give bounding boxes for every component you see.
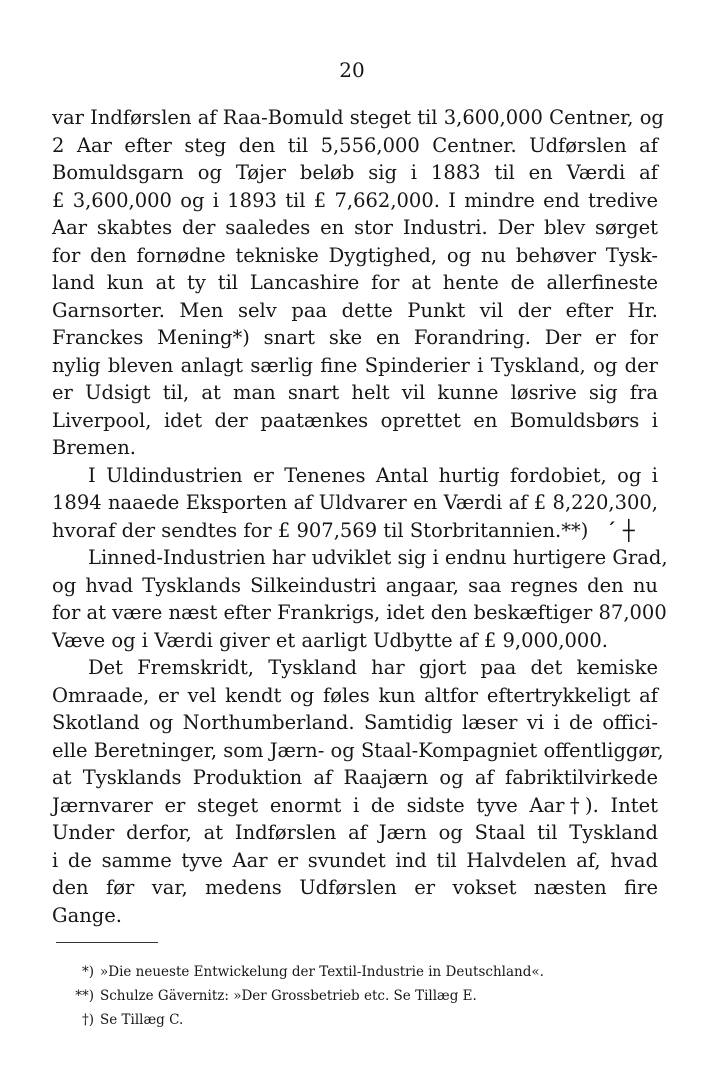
text-line: og hvad Tysklands Silkeindustri angaar, saa regnes den nu: [52, 573, 658, 597]
footnote-text: Se Tillæg C.: [100, 1012, 184, 1028]
text-line-with-annotation: [52, 517, 658, 545]
text-line: Linned-Industrien har udviklet sig i endnu hurtigere Grad,: [88, 546, 668, 569]
text-line: er Udsigt til, at man snart helt vil kunne løsrive sig fra: [52, 381, 658, 404]
text-line: Gange.: [52, 903, 122, 927]
text-line: i de samme tyve Aar er svundet ind til Halvdelen af, hvad: [52, 848, 658, 872]
page-number: 20: [339, 58, 365, 82]
text-line: Under derfor, at Indførslen af Jærn og Staal til Tyskland: [52, 821, 658, 844]
text-line: 1894 naaede Eksporten af Uldvarer en Værdi af £ 8,220,300,: [52, 491, 658, 514]
text-line: hvoraf der sendtes for £ 907,569 til Storbritannien.**): [52, 518, 589, 542]
paragraph: [52, 462, 658, 545]
text-line: Omraade, er vel kendt og føles kun altfor eftertrykkeligt af: [52, 683, 658, 707]
text-line: Det Fremskridt, Tyskland har gjort paa det kemiske: [88, 656, 658, 679]
text-line: land kun at ty til Lancashire for at hente de allerfineste: [52, 271, 658, 294]
footnote: [66, 984, 626, 1008]
text-line: at Tysklands Produktion af Raajærn og af fabriktilvirkede: [52, 766, 658, 789]
footnote-mark: †): [81, 1012, 94, 1028]
text-line: I Uldindustrien er Tenenes Antal hurtig fordobiet, og i: [88, 463, 658, 487]
text-line: elle Beretninger, som Jærn- og Staal-Kompagniet offentliggør,: [52, 738, 664, 762]
text-line: Bremen.: [52, 436, 136, 459]
paragraph: [52, 104, 664, 462]
text-line: Væve og i Værdi giver et aarligt Udbytte af £ 9,000,000.: [52, 628, 608, 652]
footnote-mark: **): [75, 988, 94, 1004]
footnotes: [66, 960, 626, 1032]
footnote-divider: [56, 942, 158, 943]
text-line: Aar skabtes der saaledes en stor Industri. Der blev sørget: [52, 216, 658, 239]
text-line: var Indførslen af Raa-Bomuld steget til 3,600,000 Centner, og: [52, 106, 664, 129]
text-line: 2 Aar efter steg den til 5,556,000 Centner. Udførslen af: [52, 133, 658, 157]
text-line: for den fornødne tekniske Dygtighed, og nu behøver Tysk-: [52, 243, 658, 267]
text-line: Liverpool, idet der paatænkes oprettet en Bomuldsbørs i: [52, 408, 658, 432]
text-line: Skotland og Northumberland. Samtidig læser vi i de offici-: [52, 711, 658, 734]
footnote: [66, 960, 626, 984]
text-line: £ 3,600,000 og i 1893 til £ 7,662,000. I mindre end tredive: [52, 188, 658, 212]
paragraph: [52, 654, 664, 929]
handwritten-cross-mark: ˊ ┼: [606, 518, 635, 542]
paragraph: [52, 544, 668, 654]
text-line: Bomuldsgarn og Tøjer beløb sig i 1883 til en Værdi af: [52, 161, 658, 184]
text-line: Franckes Mening*) snart ske en Forandring. Der er for: [52, 326, 658, 349]
footnote-text: »Die neueste Entwickelung der Textil-Industrie in Deutschland«.: [100, 964, 544, 980]
footnote-mark: *): [81, 964, 94, 980]
text-line: Jærnvarer er steget enormt i de sidste tyve Aar†). Intet: [52, 793, 658, 817]
text-line: Garnsorter. Men selv paa dette Punkt vil der efter Hr.: [52, 298, 658, 322]
text-line: for at være næst efter Frankrigs, idet den beskæftiger 87,000: [52, 601, 667, 624]
text-line: nylig bleven anlagt særlig fine Spinderier i Tyskland, og der: [52, 353, 658, 377]
footnote: [66, 1008, 626, 1032]
text-line: den før var, medens Udførslen er vokset næsten fire: [52, 876, 658, 899]
body-text: [52, 104, 668, 929]
footnote-text: Schulze Gävernitz: »Der Grossbetrieb etc. Se Tillæg E.: [100, 988, 477, 1004]
